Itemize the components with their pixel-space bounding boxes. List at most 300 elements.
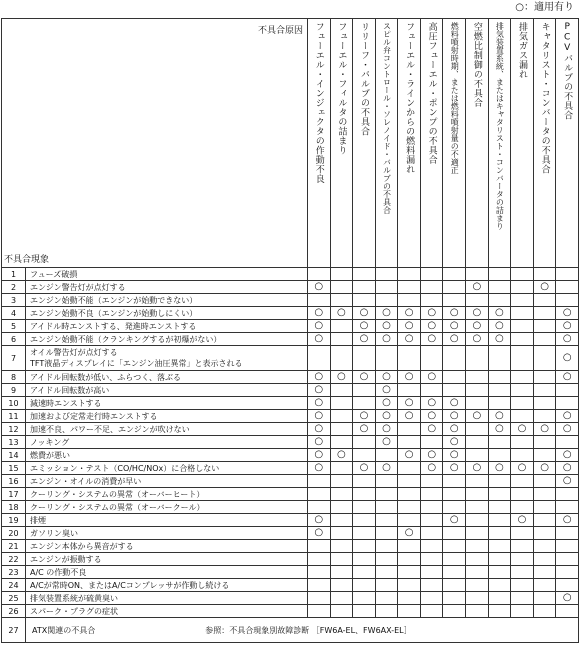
empty-cell: [398, 346, 421, 371]
symptom-label: エンジン・オイルの消費が早い: [26, 475, 308, 488]
empty-cell: [375, 566, 398, 579]
empty-cell: [420, 566, 443, 579]
row-number: 3: [2, 294, 26, 307]
applicable-mark: ○: [420, 423, 443, 436]
symptom-label: A/Cが常時ON、またはA/Cコンプレッサが作動し続ける: [26, 579, 308, 592]
applicable-mark: ○: [443, 449, 466, 462]
empty-cell: [353, 294, 376, 307]
symptom-label: 加速および定常走行時エンストする: [26, 410, 308, 423]
empty-cell: [308, 294, 331, 307]
empty-cell: [353, 281, 376, 294]
empty-cell: [330, 346, 353, 371]
empty-cell: [533, 397, 556, 410]
empty-cell: [353, 540, 376, 553]
empty-cell: [353, 346, 376, 371]
applicable-mark: ○: [533, 281, 556, 294]
empty-cell: [533, 320, 556, 333]
empty-cell: [511, 333, 534, 346]
empty-cell: [533, 307, 556, 320]
symptom-label: エンジン本体から異音がする: [26, 540, 308, 553]
empty-cell: [466, 268, 489, 281]
applicable-mark: ○: [556, 423, 579, 436]
applicable-mark: ○: [398, 320, 421, 333]
empty-cell: [330, 475, 353, 488]
empty-cell: [466, 346, 489, 371]
empty-cell: [353, 449, 376, 462]
empty-cell: [308, 566, 331, 579]
empty-cell: [511, 449, 534, 462]
applicable-mark: ○: [308, 449, 331, 462]
table-row: [2, 410, 579, 423]
symptom-label: エンジン始動不能（クランキングするが初爆がない）: [26, 333, 308, 346]
symptom-label: 加速不良、パワー不足、エンジンが吹けない: [26, 423, 308, 436]
empty-cell: [398, 462, 421, 475]
legend: ○：適用有り: [515, 2, 574, 13]
symptom-label: オイル警告灯が点灯する TFT液晶ディスプレイに「エンジン油圧異常」と表示される: [26, 346, 308, 371]
empty-cell: [533, 371, 556, 384]
empty-cell: [488, 488, 511, 501]
applicable-mark: ○: [466, 307, 489, 320]
empty-cell: [443, 579, 466, 592]
empty-cell: [488, 579, 511, 592]
table-row: [2, 553, 579, 566]
applicable-mark: ○: [308, 371, 331, 384]
empty-cell: [443, 540, 466, 553]
applicable-mark: ○: [488, 410, 511, 423]
empty-cell: [533, 333, 556, 346]
empty-cell: [511, 605, 534, 618]
empty-cell: [533, 566, 556, 579]
applicable-mark: ○: [353, 333, 376, 346]
empty-cell: [533, 475, 556, 488]
empty-cell: [533, 540, 556, 553]
symptom-label: ATX関連の不具合: [32, 625, 96, 635]
empty-cell: [420, 579, 443, 592]
table-row: [2, 281, 579, 294]
empty-cell: [466, 566, 489, 579]
empty-cell: [443, 268, 466, 281]
applicable-mark: ○: [308, 307, 331, 320]
applicable-mark: ○: [443, 410, 466, 423]
empty-cell: [375, 514, 398, 527]
empty-cell: [511, 307, 534, 320]
applicable-mark: ○: [466, 281, 489, 294]
empty-cell: [488, 268, 511, 281]
header-row: [2, 19, 579, 268]
empty-cell: [466, 449, 489, 462]
empty-cell: [330, 410, 353, 423]
applicable-mark: ○: [308, 410, 331, 423]
applicable-mark: ○: [308, 320, 331, 333]
empty-cell: [375, 281, 398, 294]
empty-cell: [398, 566, 421, 579]
applicable-mark: ○: [353, 462, 376, 475]
table-row: [2, 618, 579, 643]
row-number: 19: [2, 514, 26, 527]
symptom-label: エミッション・テスト（CO/HC/NOx）に合格しない: [26, 462, 308, 475]
symptom-label: エンジン警告灯が点灯する: [26, 281, 308, 294]
empty-cell: [511, 397, 534, 410]
applicable-mark: ○: [420, 397, 443, 410]
row-number: 14: [2, 449, 26, 462]
applicable-mark: ○: [420, 333, 443, 346]
symptom-label: アイドル時エンストする、発進時エンストする: [26, 320, 308, 333]
table-row: [2, 462, 579, 475]
symptom-label: クーリング・システムの異常（オーバーヒート）: [26, 488, 308, 501]
cause-col-header: PCVバルブの不具合: [556, 19, 579, 268]
empty-cell: [443, 281, 466, 294]
empty-cell: [308, 501, 331, 514]
applicable-mark: ○: [420, 307, 443, 320]
empty-cell: [330, 281, 353, 294]
empty-cell: [466, 579, 489, 592]
empty-cell: [488, 501, 511, 514]
table-row: [2, 501, 579, 514]
symptom-label: アイドル回転数が高い: [26, 384, 308, 397]
empty-cell: [488, 397, 511, 410]
applicable-mark: ○: [556, 333, 579, 346]
applicable-mark: ○: [330, 307, 353, 320]
empty-cell: [398, 488, 421, 501]
empty-cell: [488, 566, 511, 579]
empty-cell: [533, 294, 556, 307]
empty-cell: [556, 488, 579, 501]
applicable-mark: ○: [375, 423, 398, 436]
empty-cell: [488, 475, 511, 488]
empty-cell: [488, 605, 511, 618]
table-row: [2, 268, 579, 281]
table-row: [2, 605, 579, 618]
cause-col-header: 排気ガス漏れ: [511, 19, 534, 268]
cause-axis-label: 不具合原因: [257, 26, 303, 36]
empty-cell: [330, 488, 353, 501]
empty-cell: [466, 294, 489, 307]
empty-cell: [533, 592, 556, 605]
empty-cell: [533, 346, 556, 371]
empty-cell: [330, 579, 353, 592]
row-number: 24: [2, 579, 26, 592]
applicable-mark: ○: [533, 423, 556, 436]
symptom-axis-label: 不具合現象: [4, 255, 50, 265]
empty-cell: [533, 501, 556, 514]
empty-cell: [420, 501, 443, 514]
cause-col-header: リリーフ・バルブの不具合: [353, 19, 376, 268]
applicable-mark: ○: [375, 320, 398, 333]
empty-cell: [466, 540, 489, 553]
empty-cell: [375, 475, 398, 488]
empty-cell: [443, 294, 466, 307]
applicable-mark: ○: [375, 371, 398, 384]
empty-cell: [443, 501, 466, 514]
applicable-mark: ○: [420, 449, 443, 462]
empty-cell: [420, 475, 443, 488]
applicable-mark: ○: [466, 333, 489, 346]
row-number: 22: [2, 553, 26, 566]
applicable-mark: ○: [308, 423, 331, 436]
applicable-mark: ○: [466, 462, 489, 475]
empty-cell: [556, 436, 579, 449]
empty-cell: [488, 514, 511, 527]
empty-cell: [556, 501, 579, 514]
empty-cell: [556, 281, 579, 294]
empty-cell: [466, 501, 489, 514]
empty-cell: [511, 579, 534, 592]
cause-col-header: 空燃比制御の不具合: [466, 19, 489, 268]
empty-cell: [353, 475, 376, 488]
empty-cell: [443, 488, 466, 501]
row-number: 6: [2, 333, 26, 346]
applicable-mark: ○: [420, 371, 443, 384]
empty-cell: [398, 540, 421, 553]
applicable-mark: ○: [443, 462, 466, 475]
cause-col-header: フューエル・フィルタの詰まり: [330, 19, 353, 268]
empty-cell: [375, 605, 398, 618]
empty-cell: [511, 346, 534, 371]
empty-cell: [556, 579, 579, 592]
applicable-mark: ○: [443, 333, 466, 346]
table-row: [2, 592, 579, 605]
empty-cell: [375, 488, 398, 501]
empty-cell: [353, 501, 376, 514]
applicable-mark: ○: [398, 307, 421, 320]
empty-cell: [330, 540, 353, 553]
row-number: 15: [2, 462, 26, 475]
empty-cell: [420, 553, 443, 566]
empty-cell: [488, 553, 511, 566]
empty-cell: [488, 527, 511, 540]
empty-cell: [488, 346, 511, 371]
empty-cell: [375, 346, 398, 371]
table-row: [2, 371, 579, 384]
applicable-mark: ○: [375, 384, 398, 397]
empty-cell: [556, 540, 579, 553]
empty-cell: [443, 475, 466, 488]
row-number: 13: [2, 436, 26, 449]
empty-cell: [353, 566, 376, 579]
applicable-mark: ○: [556, 307, 579, 320]
table-row: [2, 436, 579, 449]
empty-cell: [533, 514, 556, 527]
empty-cell: [511, 320, 534, 333]
table-row: [2, 566, 579, 579]
applicable-mark: ○: [556, 475, 579, 488]
empty-cell: [330, 320, 353, 333]
reference-cell: [26, 618, 579, 643]
empty-cell: [533, 384, 556, 397]
table-row: [2, 320, 579, 333]
row-number: 16: [2, 475, 26, 488]
empty-cell: [511, 475, 534, 488]
empty-cell: [466, 384, 489, 397]
empty-cell: [533, 436, 556, 449]
applicable-mark: ○: [308, 436, 331, 449]
empty-cell: [443, 566, 466, 579]
empty-cell: [511, 488, 534, 501]
symptom-label: 排煙: [26, 514, 308, 527]
empty-cell: [533, 527, 556, 540]
empty-cell: [420, 281, 443, 294]
empty-cell: [466, 436, 489, 449]
empty-cell: [398, 384, 421, 397]
empty-cell: [330, 436, 353, 449]
empty-cell: [533, 268, 556, 281]
table-row: [2, 384, 579, 397]
applicable-mark: ○: [398, 397, 421, 410]
empty-cell: [308, 553, 331, 566]
applicable-mark: ○: [488, 333, 511, 346]
applicable-mark: ○: [398, 410, 421, 423]
empty-cell: [308, 475, 331, 488]
empty-cell: [511, 540, 534, 553]
empty-cell: [533, 605, 556, 618]
empty-cell: [511, 436, 534, 449]
table-row: [2, 527, 579, 540]
empty-cell: [375, 527, 398, 540]
applicable-mark: ○: [556, 320, 579, 333]
applicable-mark: ○: [375, 333, 398, 346]
empty-cell: [330, 423, 353, 436]
empty-cell: [398, 579, 421, 592]
applicable-mark: ○: [308, 514, 331, 527]
empty-cell: [488, 449, 511, 462]
empty-cell: [466, 397, 489, 410]
empty-cell: [353, 514, 376, 527]
symptom-label: エンジンが振動する: [26, 553, 308, 566]
empty-cell: [308, 592, 331, 605]
table-row: [2, 475, 579, 488]
empty-cell: [443, 553, 466, 566]
applicable-mark: ○: [375, 307, 398, 320]
empty-cell: [375, 294, 398, 307]
empty-cell: [375, 540, 398, 553]
symptom-label: スパーク・プラグの症状: [26, 605, 308, 618]
empty-cell: [398, 501, 421, 514]
empty-cell: [556, 268, 579, 281]
empty-cell: [511, 527, 534, 540]
applicable-mark: ○: [353, 371, 376, 384]
empty-cell: [443, 592, 466, 605]
applicable-mark: ○: [308, 397, 331, 410]
row-number: 21: [2, 540, 26, 553]
reference-link-text[interactable]: 参照：不具合現象別故障診断 ［FW6A-EL、FW6AX-EL］: [205, 625, 412, 635]
empty-cell: [353, 488, 376, 501]
empty-cell: [420, 527, 443, 540]
applicable-mark: ○: [556, 371, 579, 384]
empty-cell: [308, 268, 331, 281]
empty-cell: [466, 527, 489, 540]
empty-cell: [466, 605, 489, 618]
empty-cell: [488, 294, 511, 307]
table-row: [2, 579, 579, 592]
applicable-mark: ○: [533, 462, 556, 475]
applicable-mark: ○: [488, 320, 511, 333]
cause-col-header: 排気装置系統、またはキャタリスト・コンバータの詰まり: [488, 19, 511, 268]
symptom-label: 減速時エンストする: [26, 397, 308, 410]
empty-cell: [330, 294, 353, 307]
empty-cell: [375, 449, 398, 462]
empty-cell: [398, 553, 421, 566]
table-row: [2, 423, 579, 436]
applicable-mark: ○: [556, 410, 579, 423]
empty-cell: [353, 553, 376, 566]
applicable-mark: ○: [308, 462, 331, 475]
applicable-mark: ○: [308, 384, 331, 397]
empty-cell: [420, 540, 443, 553]
empty-cell: [398, 423, 421, 436]
empty-cell: [353, 268, 376, 281]
applicable-mark: ○: [420, 410, 443, 423]
symptom-label: エンジン始動不能（エンジンが始動できない）: [26, 294, 308, 307]
empty-cell: [308, 488, 331, 501]
table-row: [2, 488, 579, 501]
applicable-mark: ○: [511, 462, 534, 475]
row-number: 1: [2, 268, 26, 281]
row-number: 26: [2, 605, 26, 618]
empty-cell: [556, 566, 579, 579]
empty-cell: [353, 436, 376, 449]
applicable-mark: ○: [511, 423, 534, 436]
applicable-mark: ○: [308, 527, 331, 540]
applicable-mark: ○: [556, 514, 579, 527]
empty-cell: [398, 605, 421, 618]
empty-cell: [511, 501, 534, 514]
empty-cell: [420, 384, 443, 397]
empty-cell: [443, 346, 466, 371]
applicable-mark: ○: [556, 346, 579, 371]
empty-cell: [556, 384, 579, 397]
empty-cell: [330, 553, 353, 566]
empty-cell: [398, 281, 421, 294]
applicable-mark: ○: [443, 397, 466, 410]
empty-cell: [375, 268, 398, 281]
empty-cell: [488, 592, 511, 605]
applicable-mark: ○: [308, 281, 331, 294]
empty-cell: [398, 268, 421, 281]
table-row: [2, 449, 579, 462]
symptom-label: ノッキング: [26, 436, 308, 449]
empty-cell: [353, 579, 376, 592]
applicable-mark: ○: [330, 449, 353, 462]
symptom-label: クーリング・システムの異常（オーバークール）: [26, 501, 308, 514]
troubleshooting-matrix: [1, 18, 579, 643]
symptom-label: 排気装置系統が硫黄臭い: [26, 592, 308, 605]
applicable-mark: ○: [466, 410, 489, 423]
empty-cell: [466, 514, 489, 527]
row-number: 9: [2, 384, 26, 397]
empty-cell: [466, 488, 489, 501]
empty-cell: [330, 592, 353, 605]
empty-cell: [466, 423, 489, 436]
empty-cell: [556, 527, 579, 540]
applicable-mark: ○: [443, 436, 466, 449]
empty-cell: [330, 566, 353, 579]
empty-cell: [308, 579, 331, 592]
empty-cell: [398, 514, 421, 527]
row-number: 12: [2, 423, 26, 436]
applicable-mark: ○: [330, 371, 353, 384]
table-row: [2, 294, 579, 307]
row-number: 2: [2, 281, 26, 294]
row-number: 23: [2, 566, 26, 579]
applicable-mark: ○: [398, 371, 421, 384]
empty-cell: [466, 592, 489, 605]
empty-cell: [420, 436, 443, 449]
empty-cell: [443, 527, 466, 540]
empty-cell: [398, 436, 421, 449]
empty-cell: [420, 514, 443, 527]
applicable-mark: ○: [488, 307, 511, 320]
applicable-mark: ○: [308, 333, 331, 346]
